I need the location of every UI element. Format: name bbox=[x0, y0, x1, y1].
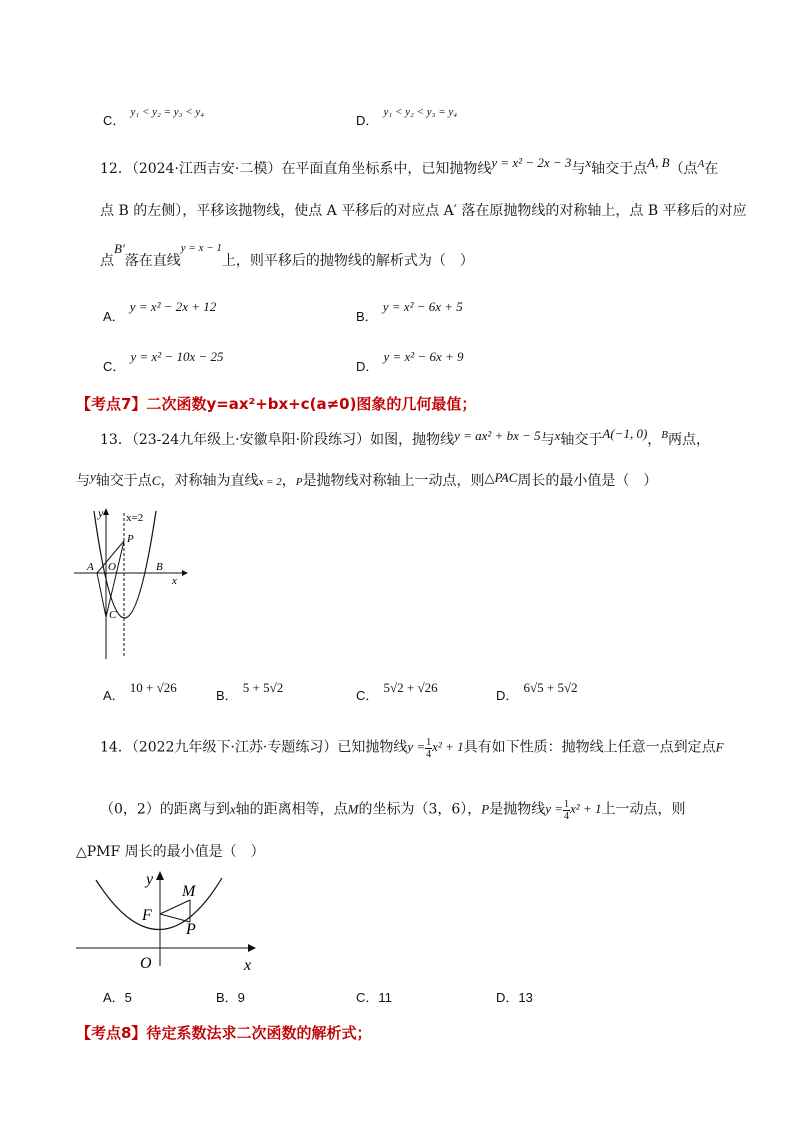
option-label: C． bbox=[103, 359, 126, 374]
fraction-numerator: 1 bbox=[426, 737, 432, 748]
segment-ac bbox=[97, 573, 106, 617]
question-text: 轴的距离相等，点 bbox=[235, 801, 348, 818]
question-number: 14． bbox=[100, 739, 132, 756]
x-axis-arrow bbox=[182, 570, 188, 576]
question-text: ， bbox=[281, 473, 296, 489]
question-number: 13． bbox=[100, 432, 132, 448]
question-text: 轴交于点 bbox=[95, 473, 152, 489]
fraction-numerator: 1 bbox=[564, 799, 570, 810]
option-label: A． bbox=[103, 990, 125, 1005]
question-text: ， bbox=[647, 432, 662, 448]
expr-x-sq-plus-1: x² + 1 bbox=[570, 801, 602, 817]
option-label: D． bbox=[496, 990, 519, 1005]
fraction-denominator: 4 bbox=[564, 811, 570, 822]
x-axis-arrow bbox=[248, 944, 256, 952]
question-source: （2024·江西吉安·二模） bbox=[131, 161, 282, 177]
q11-option-c bbox=[103, 100, 205, 128]
question-number: 12． bbox=[100, 161, 132, 177]
option-label: C． bbox=[103, 113, 126, 128]
fig-label-c: C bbox=[109, 609, 117, 621]
q13-option-b bbox=[216, 677, 284, 703]
option-label: B． bbox=[216, 688, 238, 703]
points-ab: A, B bbox=[647, 155, 670, 170]
q14-option-b bbox=[216, 987, 245, 1006]
question-text: 在平面直角坐标系中，已知抛物线 bbox=[281, 161, 492, 177]
q13-line2 bbox=[76, 471, 657, 492]
fig-label-y: y bbox=[146, 871, 154, 888]
segment-mf bbox=[160, 900, 190, 914]
expr-y-eq: y = bbox=[545, 801, 564, 817]
option-label: A． bbox=[103, 688, 125, 703]
option-label: D． bbox=[356, 359, 379, 374]
option-label: B． bbox=[356, 309, 378, 324]
option-expr: y₁ < y₂ < y₃ = y₄ bbox=[383, 106, 458, 118]
parabola-expr: y = ax² + bx − 5 bbox=[454, 428, 541, 443]
question-source: （23-24九年级上·安徽阜阳·阶段练习） bbox=[131, 432, 371, 448]
fig-label-x: x bbox=[172, 575, 177, 587]
q12-line3 bbox=[100, 241, 474, 272]
question-text: 具有如下性质：抛物线上任意一点到定点 bbox=[463, 739, 716, 756]
option-expr: y₁ < y₂ = y₃ < y₄ bbox=[130, 106, 205, 118]
q13-option-a bbox=[103, 677, 177, 703]
line-expr: y = x − 1 bbox=[180, 242, 222, 254]
question-text: 在 bbox=[704, 161, 719, 177]
option-expr: 5√2 + √26 bbox=[383, 680, 438, 695]
section-heading-kaodian8: 【考点8】待定系数法求二次函数的解析式； bbox=[76, 1024, 372, 1042]
q13-parabola-figure bbox=[70, 505, 190, 665]
option-expr: y = x² − 6x + 5 bbox=[382, 299, 463, 314]
point-b-prime: B′ bbox=[114, 241, 125, 256]
point-a: A(−1, 0) bbox=[602, 426, 648, 441]
option-label: C． bbox=[356, 688, 379, 703]
q14-option-a bbox=[103, 987, 132, 1006]
q14-line1 bbox=[100, 737, 724, 760]
fig-label-a: A bbox=[87, 561, 94, 573]
q13-option-d bbox=[496, 677, 578, 703]
question-source: （2022九年级下·江苏·专题练习） bbox=[131, 739, 338, 756]
question-text: 已知抛物线 bbox=[337, 739, 408, 756]
option-value: 11 bbox=[378, 990, 392, 1005]
parabola-expr: y = x² − 2x − 3 bbox=[491, 155, 572, 170]
var-x: x bbox=[229, 801, 236, 817]
option-value: 13 bbox=[518, 990, 533, 1005]
question-text: 与 bbox=[76, 473, 90, 489]
question-text: 的坐标为（3，6）， bbox=[358, 801, 482, 818]
q12-line1 bbox=[100, 155, 719, 180]
fig-label-x: x bbox=[244, 957, 252, 974]
parabola-expr bbox=[545, 799, 602, 822]
option-expr: 5 + 5√2 bbox=[242, 680, 284, 695]
question-text: 与 bbox=[540, 432, 555, 448]
expr-x-sq-plus-1: x² + 1 bbox=[432, 739, 464, 755]
option-label: B． bbox=[216, 990, 238, 1005]
option-label: D． bbox=[356, 113, 379, 128]
option-value: 5 bbox=[124, 990, 132, 1005]
point-p: P bbox=[295, 476, 303, 488]
question-text: 如图，抛物线 bbox=[370, 432, 455, 448]
expr-y-eq: y = bbox=[407, 739, 426, 755]
fig-label-y: y bbox=[98, 506, 104, 520]
q12-option-d bbox=[356, 346, 464, 374]
point-p: P bbox=[481, 801, 490, 817]
q11-option-d bbox=[356, 100, 458, 128]
option-value: 9 bbox=[237, 990, 245, 1005]
question-text: （点 bbox=[669, 161, 698, 177]
axis-expr: x = 2 bbox=[258, 476, 282, 488]
fraction-denominator: 4 bbox=[426, 749, 432, 760]
fig-label-f: F bbox=[142, 907, 152, 924]
fig-label-p: P bbox=[127, 533, 134, 545]
question-text: 点 bbox=[100, 253, 114, 269]
fig-label-o: O bbox=[108, 561, 116, 573]
point-f: F bbox=[715, 739, 724, 755]
question-text: ，对称轴为直线 bbox=[160, 473, 259, 489]
question-text: 落在直线 bbox=[124, 253, 181, 269]
option-expr: y = x² − 10x − 25 bbox=[130, 349, 224, 364]
option-label: C． bbox=[356, 990, 379, 1005]
option-expr: 6√5 + 5√2 bbox=[523, 680, 578, 695]
point-c: C bbox=[151, 473, 161, 488]
fig-label-x2: x=2 bbox=[126, 512, 144, 524]
fig-label-b: B bbox=[156, 561, 163, 573]
point-b: B bbox=[661, 429, 669, 441]
question-text: 轴交于点 bbox=[591, 161, 648, 177]
question-text: 与 bbox=[571, 161, 586, 177]
q12-option-b bbox=[356, 296, 463, 324]
question-text: 上，则平移后的抛物线的解析式为（ ） bbox=[221, 253, 474, 269]
q14-option-d bbox=[496, 987, 533, 1006]
fraction-one-quarter bbox=[563, 799, 570, 822]
parabola-curve bbox=[96, 878, 222, 930]
y-axis-arrow bbox=[156, 871, 164, 880]
q14-parabola-figure bbox=[72, 866, 262, 978]
question-text: 是抛物线对称轴上一动点，则 bbox=[302, 473, 485, 489]
fig-label-p: P bbox=[186, 921, 196, 938]
q14-line3: △PMF 周长的最小值是（ ） bbox=[76, 844, 265, 860]
q14-option-c bbox=[356, 987, 392, 1006]
section-heading-kaodian7: 【考点7】二次函数y=ax²+bx+c(a≠0)图象的几何最值； bbox=[76, 395, 477, 413]
question-text: 是抛物线 bbox=[489, 801, 546, 818]
q12-line2: 点 B 的左侧），平移该抛物线，使点 A 平移后的对应点 A′ 落在原抛物线的对称轴上，点 B 平移后的对应 bbox=[100, 203, 747, 219]
option-expr: y = x² − 6x + 9 bbox=[383, 349, 464, 364]
parabola-expr bbox=[407, 737, 464, 760]
q13-line1 bbox=[100, 426, 711, 451]
question-text: 轴交于 bbox=[560, 432, 603, 448]
y-axis-arrow bbox=[103, 508, 109, 515]
point-m: M bbox=[347, 801, 359, 817]
var-x: x bbox=[585, 155, 592, 170]
option-label: D． bbox=[496, 688, 519, 703]
q12-option-a bbox=[103, 296, 217, 324]
option-expr: 10 + √26 bbox=[129, 680, 177, 695]
q13-option-c bbox=[356, 677, 438, 703]
question-text: 两点， bbox=[668, 432, 711, 448]
option-expr: y = x² − 2x + 12 bbox=[129, 299, 217, 314]
point-a: A bbox=[697, 158, 705, 170]
fig-label-o: O bbox=[140, 955, 152, 972]
option-label: A． bbox=[103, 309, 125, 324]
question-text: 上一动点，则 bbox=[601, 801, 686, 818]
var-x: x bbox=[554, 428, 561, 443]
var-y: y bbox=[90, 469, 96, 484]
question-text: 周长的最小值是（ ） bbox=[517, 473, 658, 489]
question-text: （0，2）的距离与到 bbox=[100, 801, 230, 818]
q12-option-c bbox=[103, 346, 224, 374]
q14-line2 bbox=[100, 799, 685, 822]
triangle-pac: △PAC bbox=[484, 470, 518, 485]
fig-label-m: M bbox=[182, 883, 196, 900]
